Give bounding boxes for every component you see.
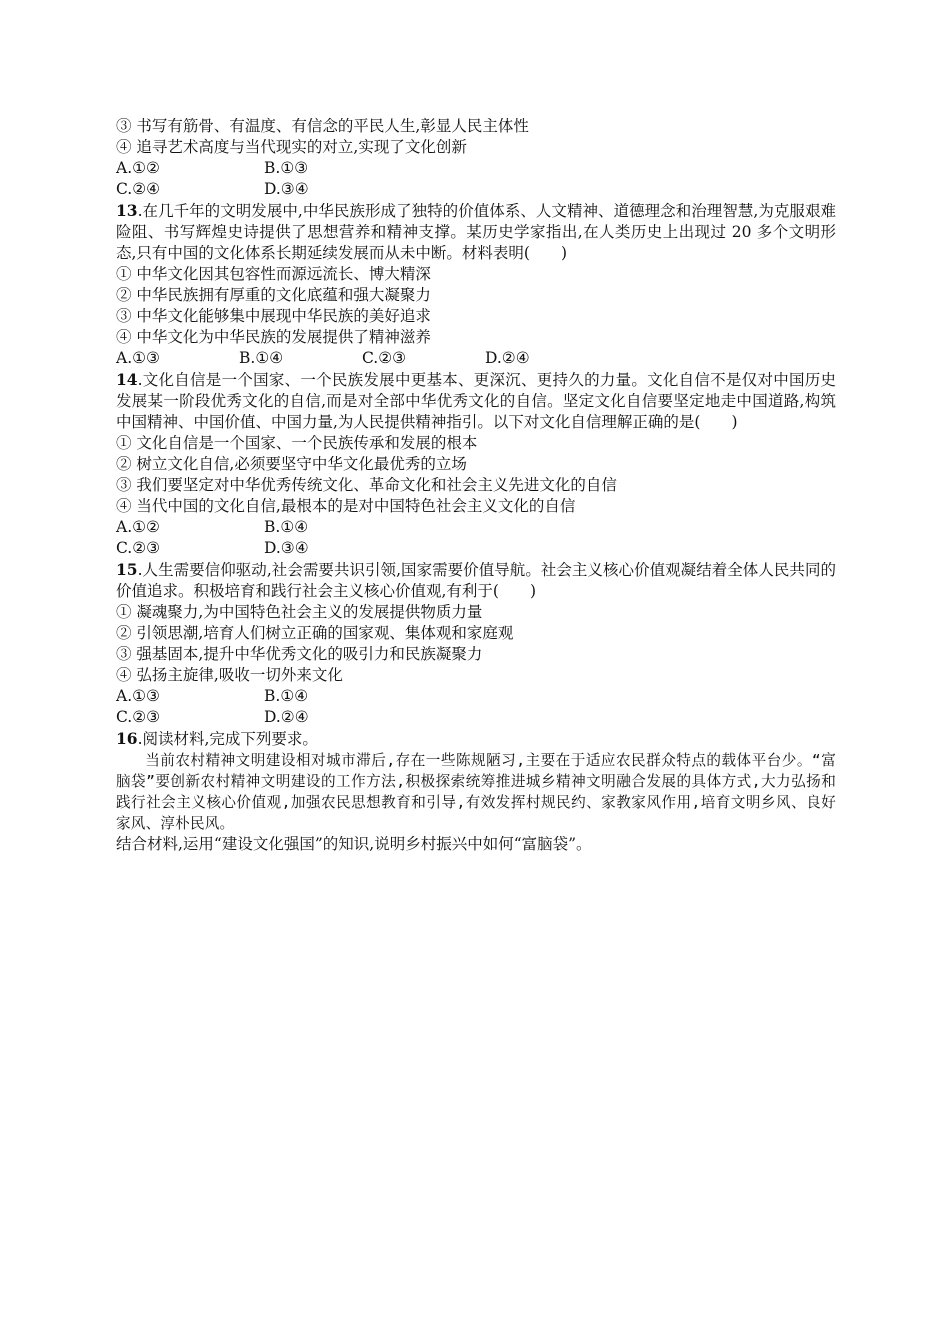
option-a: A.①②	[116, 518, 160, 536]
choice-item: ③ 我们要坚定对中华优秀传统文化、革命文化和社会主义先进文化的自信	[116, 476, 617, 494]
choice-item: ③ 中华文化能够集中展现中华民族的美好追求	[116, 307, 431, 325]
option-d: D.②④	[264, 708, 309, 726]
question-15	[116, 559, 836, 728]
option-d: D.③④	[264, 539, 309, 557]
question-stem	[116, 200, 836, 264]
option-d: D.②④	[485, 349, 530, 367]
option-b: B.①③	[264, 159, 309, 177]
question-number: 14	[116, 370, 138, 389]
answer-options-row	[116, 348, 836, 369]
choice-item: ④ 追寻艺术高度与当代现实的对立,实现了文化创新	[116, 138, 467, 156]
reading-material: 当前农村精神文明建设相对城市滞后,存在一些陈规陋习,主要在于适应农民群众特点的载体平台少。“富脑袋”要创新农村精神文明建设的工作方法,积极探索统筹推进城乡精神文明融合发展的具体方式,大力弘扬和践行社会主义核心价值观,加强农民思想教育和引导,有效发挥村规民约、家教家风作用,培育文明乡风、良好家风、淳朴民风。	[116, 752, 836, 832]
question-text: .阅读材料,完成下列要求。	[137, 730, 318, 748]
choice-item: ③ 书写有筋骨、有温度、有信念的平民人生,彰显人民主体性	[116, 117, 529, 135]
question-text: .人生需要信仰驱动,社会需要共识引领,国家需要价值导航。社会主义核心价值观凝结着全体人民共同的价值追求。积极培育和践行社会主义核心价值观,有利于( )	[116, 561, 836, 600]
answer-options-row	[116, 179, 836, 200]
exam-page	[116, 116, 836, 855]
question-text: .文化自信是一个国家、一个民族发展中更基本、更深沉、更持久的力量。文化自信不是仅对中国历史发展某一阶段优秀文化的自信,而是对全部中华优秀文化的自信。坚定文化自信要坚定地走中国道路,构筑中国精神、中国价值、中国力量,为人民提供精神指引。以下对文化自信理解正确的是( )	[116, 371, 836, 431]
question-stem	[116, 369, 836, 433]
question-12-tail	[116, 116, 836, 200]
option-a: A.①③	[116, 687, 160, 705]
option-b: B.①④	[239, 349, 284, 367]
question-task: 结合材料,运用“建设文化强国”的知识,说明乡村振兴中如何“富脑袋”。	[116, 835, 592, 853]
choice-item: ① 文化自信是一个国家、一个民族传承和发展的根本	[116, 434, 478, 452]
question-14	[116, 369, 836, 559]
option-c: C.②③	[362, 349, 407, 367]
choice-item: ② 树立文化自信,必须要坚守中华文化最优秀的立场	[116, 455, 467, 473]
option-c: C.②④	[116, 180, 161, 198]
option-a: A.①③	[116, 349, 160, 367]
question-stem	[116, 559, 836, 602]
option-b: B.①④	[264, 518, 309, 536]
question-number: 13	[116, 201, 138, 220]
question-13	[116, 200, 836, 369]
question-number: 15	[116, 560, 138, 579]
choice-item: ① 中华文化因其包容性而源远流长、博大精深	[116, 265, 431, 283]
option-d: D.③④	[264, 180, 309, 198]
choice-item: ④ 当代中国的文化自信,最根本的是对中国特色社会主义文化的自信	[116, 497, 576, 515]
option-b: B.①④	[264, 687, 309, 705]
option-c: C.②③	[116, 539, 161, 557]
choice-item: ① 凝魂聚力,为中国特色社会主义的发展提供物质力量	[116, 603, 483, 621]
answer-options-row	[116, 707, 836, 728]
answer-options-row	[116, 686, 836, 707]
choice-item: ④ 弘扬主旋律,吸收一切外来文化	[116, 666, 343, 684]
question-text: .在几千年的文明发展中,中华民族形成了独特的价值体系、人文精神、道德理念和治理智慧,为克服艰难险阻、书写辉煌史诗提供了思想营养和精神支撑。某历史学家指出,在人类历史上出现过 20 多个文明形态,只有中国的文化体系长期延续发展而从未中断。材料表明( )	[116, 202, 836, 262]
option-c: C.②③	[116, 708, 161, 726]
question-number: 16	[116, 729, 138, 748]
choice-item: ② 中华民族拥有厚重的文化底蕴和强大凝聚力	[116, 286, 431, 304]
answer-options-row	[116, 517, 836, 538]
choice-item: ② 引领思潮,培育人们树立正确的国家观、集体观和家庭观	[116, 624, 514, 642]
answer-options-row	[116, 538, 836, 559]
choice-item: ④ 中华文化为中华民族的发展提供了精神滋养	[116, 328, 431, 346]
question-stem	[116, 728, 836, 750]
option-a: A.①②	[116, 159, 160, 177]
choice-item: ③ 强基固本,提升中华优秀文化的吸引力和民族凝聚力	[116, 645, 483, 663]
answer-options-row	[116, 158, 836, 179]
question-16	[116, 728, 836, 855]
